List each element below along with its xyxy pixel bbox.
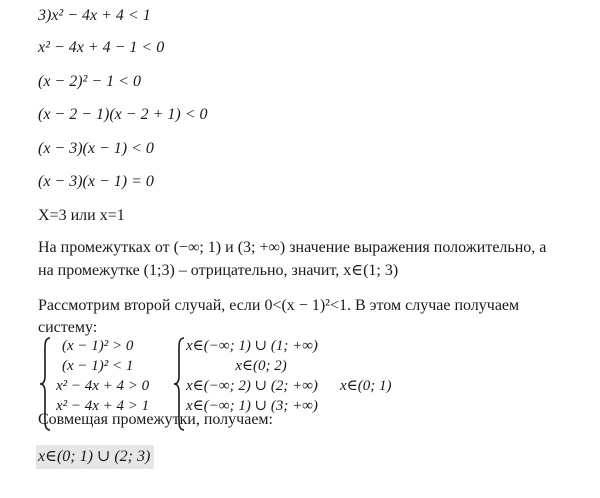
system-middle-row: x∈(−∞; 1) ∪ (1; +∞) (186, 338, 318, 354)
system-middle-row: x∈(0; 2) (235, 358, 287, 374)
final-answer: x∈(0; 1) ∪ (2; 3) (38, 448, 151, 465)
paragraph-1-line-2: на промежутке (1;3) – отрицательно, значит, x∈(1; 3) (38, 262, 399, 279)
system-left-row: x² − 4x + 4 > 1 (56, 398, 150, 414)
system-result: x∈(0; 1) (340, 378, 392, 394)
system-left-column (56, 336, 149, 416)
roots-line: X=3 или x=1 (38, 207, 125, 224)
system-left-row: (x − 1)² < 1 (62, 358, 134, 374)
system-middle-row: x∈(−∞; 2) ∪ (2; +∞) (186, 378, 318, 394)
paragraph-2-line-2: систему: (38, 319, 98, 336)
inequality-line-5: (x − 3)(x − 1) < 0 (38, 140, 154, 157)
inequality-line-1: 3)x² − 4x + 4 < 1 (38, 7, 151, 24)
paragraph-3: Совмещая промежутки, получаем: (38, 411, 273, 428)
system-middle-column (186, 336, 336, 416)
paragraph-1-line-1: На промежутках от (−∞; 1) и (3; +∞) значение выражения положительно, а (38, 239, 547, 256)
inequality-line-4: (x − 2 − 1)(x − 2 + 1) < 0 (38, 106, 208, 123)
equation-line-6: (x − 3)(x − 1) = 0 (38, 173, 154, 190)
system-left-row: (x − 1)² > 0 (62, 338, 134, 354)
system-middle-row: x∈(−∞; 1) ∪ (3; +∞) (186, 398, 318, 414)
system-left-row: x² − 4x + 4 > 0 (56, 378, 150, 394)
inequality-line-2: x² − 4x + 4 − 1 < 0 (38, 39, 165, 56)
paragraph-2-line-1: Рассмотрим второй случай, если 0<(x − 1)²<1. В этом случае получаем (38, 297, 520, 314)
inequality-line-3: (x − 2)² − 1 < 0 (38, 73, 141, 90)
